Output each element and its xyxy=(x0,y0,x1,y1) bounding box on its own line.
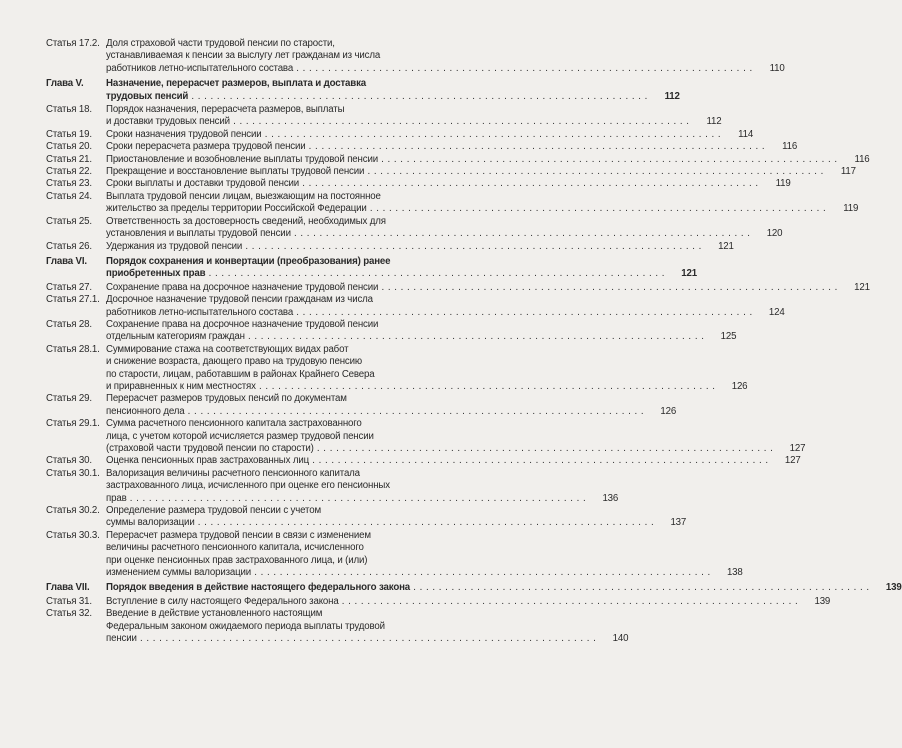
toc-title-line: пенсионного дела . . . xyxy=(106,406,644,418)
toc-title-line: Сохранение права на досрочное назначение трудовой пенсии xyxy=(106,318,379,330)
toc-page-number: 139 xyxy=(814,595,831,607)
toc-page-number: 127 xyxy=(789,443,806,454)
toc-title-line: Перерасчет размеров трудовых пенсий по документам xyxy=(106,393,347,405)
toc-article-entry xyxy=(46,141,798,153)
toc-article-entry xyxy=(46,608,629,645)
toc-page-number: 120 xyxy=(766,228,783,240)
toc-article-entry xyxy=(46,294,785,319)
toc-title-line: Порядок введения в действие настоящего федерального закона . . . xyxy=(106,582,870,594)
toc-title-line: Порядок сохранения и конвертации (преобразования) ранее xyxy=(106,255,391,267)
toc-page-number: 138 xyxy=(726,567,743,579)
toc-entry-title xyxy=(106,78,652,103)
toc-page-number: 117 xyxy=(840,166,856,178)
toc-entry-label: Статья 23. xyxy=(46,178,92,190)
toc-page-number: 126 xyxy=(660,405,677,417)
toc-entry-title xyxy=(106,216,754,241)
toc-title-line: Сроки назначения трудовой пенсии . . . xyxy=(106,129,721,141)
toc-title-line: и снижение возраста, дающего право на трудовую пенсию xyxy=(106,356,362,368)
toc-title-line: Введение в действие установленного настоящим xyxy=(106,608,323,620)
toc-article-entry xyxy=(46,505,687,530)
toc-article-entry xyxy=(46,38,785,75)
toc-article-entry xyxy=(46,393,677,418)
toc-title-line: Оценка пенсионных прав застрахованных лиц . . . xyxy=(106,455,769,467)
toc-entry-title xyxy=(106,393,648,418)
toc-title-line: Доля страховой части трудовой пенсии по старости, xyxy=(106,38,335,49)
toc-title-line: работников летно-испытательного состава . . . xyxy=(106,63,753,75)
toc-entry-title xyxy=(106,468,590,505)
toc-entry-title xyxy=(106,418,777,455)
toc-entry-label: Статья 19. xyxy=(46,128,92,140)
toc-title-line: Назначение, перерасчет размеров, выплата и доставка xyxy=(106,78,367,90)
toc-entry-title xyxy=(106,38,757,75)
toc-entry-label: Статья 28. xyxy=(46,318,92,330)
toc-entry-label: Статья 26. xyxy=(46,240,92,252)
toc-title-line: трудовых пенсий . . . xyxy=(106,91,648,103)
toc-entry-title xyxy=(106,129,725,141)
toc-entry-label: Статья 30. xyxy=(46,455,92,467)
toc-title-line: установления и выплаты трудовой пенсии . . . xyxy=(106,228,750,240)
toc-entry-title xyxy=(106,455,773,467)
toc-title-line: Ответственность за достоверность сведений, необходимых для xyxy=(106,215,386,227)
toc-title-line: Выплата трудовой пенсии лицам, выезжающим на постоянное xyxy=(106,190,381,202)
toc-title-line: Удержания из трудовой пенсии . . . xyxy=(106,241,702,253)
toc-entry-title xyxy=(106,282,842,294)
toc-entry-label: Статья 30.3. xyxy=(46,529,100,541)
toc-chapter-entry xyxy=(46,255,697,281)
toc-entry-title xyxy=(106,166,828,178)
toc-entry-label: Статья 30.2. xyxy=(46,505,100,517)
toc-entry-title xyxy=(106,344,719,394)
toc-page-number: 121 xyxy=(718,240,734,252)
toc-entry-title xyxy=(106,191,830,216)
toc-article-entry xyxy=(46,178,791,190)
toc-title-line: по старости, лицам, работавшим в районах Крайнего Севера xyxy=(106,368,375,380)
toc-page-number: 137 xyxy=(670,517,687,529)
toc-title-line: Сроки перерасчета размера трудовой пенсии . . . xyxy=(106,141,765,153)
toc-page-number: 121 xyxy=(681,268,697,280)
toc-page-number: 140 xyxy=(612,633,629,645)
toc-entry-label: Статья 30.1. xyxy=(46,467,100,479)
toc-entry-label: Статья 31. xyxy=(46,595,92,607)
toc-entry-label: Статья 32. xyxy=(46,608,92,620)
toc-entry-title xyxy=(106,178,763,190)
toc-entry-label: Глава V. xyxy=(46,78,84,90)
toc-title-line: Определение размера трудовой пенсии с учетом xyxy=(106,505,321,517)
toc-chapter-entry xyxy=(46,582,902,594)
toc-entry-title xyxy=(106,256,669,281)
toc-entry-label: Статья 29. xyxy=(46,393,92,405)
toc-entry-title xyxy=(106,294,757,319)
toc-article-entry xyxy=(46,190,859,216)
toc-title-line: устанавливаемая к пенсии за выслугу лет гражданам из числа xyxy=(106,50,381,62)
toc-title-line: Валоризация величины расчетного пенсионного капитала xyxy=(106,467,360,479)
toc-title-line: при оценке пенсионных прав застрахованного лица, и (или) xyxy=(106,554,368,566)
toc-title-line: прав . . . xyxy=(106,493,586,505)
toc-entry-title xyxy=(106,154,842,166)
toc-title-line: пенсии . . . xyxy=(106,633,596,645)
toc-page-number: 119 xyxy=(775,178,791,190)
toc-article-entry xyxy=(46,318,737,344)
toc-entry-label: Глава VI. xyxy=(46,255,87,267)
toc-article-entry xyxy=(46,153,870,166)
toc-page-number: 124 xyxy=(768,306,785,318)
toc-entry-label: Глава VII. xyxy=(46,582,90,594)
toc-title-line: Приостановление и возобновление выплаты трудовой пенсии . . . xyxy=(106,154,838,166)
toc-entry-title xyxy=(106,319,708,344)
toc-entry-label: Статья 29.1. xyxy=(46,418,100,430)
toc-title-line: суммы валоризации . . . xyxy=(106,517,654,529)
toc-title-line: приобретенных прав . . . xyxy=(106,268,665,280)
toc-title-line: застрахованного лица, исчисленного при оценке его пенсионных xyxy=(106,480,390,492)
toc-article-entry xyxy=(46,104,722,129)
toc-entry-label: Статья 27. xyxy=(46,281,92,293)
toc-title-line: отдельным категориям граждан . . . xyxy=(106,331,704,343)
toc-entry-label: Статья 22. xyxy=(46,166,92,178)
toc-entry-label: Статья 27.1. xyxy=(46,294,100,306)
toc-title-line: (страховой части трудовой пенсии по старости) . . . xyxy=(106,443,773,455)
toc-entry-label: Статья 18. xyxy=(46,104,92,116)
toc-article-entry xyxy=(46,240,734,253)
toc-title-line: Федеральным законом ожидаемого периода выплаты трудовой xyxy=(106,620,385,632)
toc-title-line: Сохранение права на досрочное назначение трудовой пенсии . . . xyxy=(106,282,838,294)
toc-entry-title xyxy=(106,582,874,594)
toc-article-entry xyxy=(46,215,783,241)
toc-article-entry xyxy=(46,467,619,505)
toc-title-line: работников летно-испытательного состава . . . xyxy=(106,307,753,319)
toc-title-line: Сроки выплаты и доставки трудовой пенсии . . . xyxy=(106,178,759,190)
toc-entry-title xyxy=(106,104,693,129)
toc-title-line: изменением суммы валоризации . . . xyxy=(106,567,711,579)
toc-page-number: 127 xyxy=(784,455,801,467)
toc-article-entry xyxy=(46,166,856,178)
toc-entry-title xyxy=(106,530,715,580)
toc-page-number: 126 xyxy=(731,380,748,392)
toc-title-line: Сумма расчетного пенсионного капитала застрахованного xyxy=(106,418,362,430)
toc-entry-label: Статья 24. xyxy=(46,190,92,202)
toc-entry-label: Статья 28.1. xyxy=(46,343,100,355)
toc-article-entry xyxy=(46,595,831,608)
toc-title-line: величины расчетного пенсионного капитала, исчисленного xyxy=(106,542,364,554)
toc-entry-title xyxy=(106,596,802,608)
toc-article-entry xyxy=(46,455,801,467)
toc-title-line: Перерасчет размера трудовой пенсии в связи с изменением xyxy=(106,529,371,541)
toc-page-number: 110 xyxy=(769,62,785,74)
toc-article-entry xyxy=(46,128,754,141)
toc-page-number: 112 xyxy=(706,116,722,128)
toc-entry-title xyxy=(106,505,658,530)
toc-title-line: Прекращение и восстановление выплаты трудовой пенсии . . . xyxy=(106,166,824,178)
toc-entry-label: Статья 25. xyxy=(46,215,92,227)
table-of-contents xyxy=(46,38,902,646)
toc-article-entry xyxy=(46,418,806,455)
toc-title-line: и приравненных к ним местностях . . . xyxy=(106,381,715,393)
toc-page-number: 136 xyxy=(602,492,619,504)
toc-chapter-entry xyxy=(46,78,680,103)
toc-title-line: Вступление в силу настоящего Федерального закона . . . xyxy=(106,596,798,608)
toc-title-line: лица, с учетом которой исчисляется размер трудовой пенсии xyxy=(106,430,374,442)
toc-entry-label: Статья 17.2. xyxy=(46,38,100,49)
toc-page-number: 119 xyxy=(843,203,859,215)
toc-article-entry xyxy=(46,529,743,580)
toc-page-number: 116 xyxy=(854,153,870,165)
toc-page-number: 112 xyxy=(664,90,680,102)
toc-article-entry xyxy=(46,343,748,394)
toc-title-line: Порядок назначения, перерасчета размеров, выплаты xyxy=(106,104,345,116)
toc-page-number: 114 xyxy=(738,128,754,140)
toc-entry-label: Статья 20. xyxy=(46,141,92,153)
toc-entry-title xyxy=(106,241,706,253)
toc-page-number: 121 xyxy=(854,281,870,293)
toc-title-line: и доставки трудовых пенсий . . . xyxy=(106,116,689,128)
toc-title-line: Суммирование стажа на соответствующих видах работ xyxy=(106,343,349,355)
toc-page-number: 139 xyxy=(885,582,902,594)
toc-page-number: 125 xyxy=(720,331,737,343)
toc-entry-title xyxy=(106,141,769,153)
toc-page-number: 116 xyxy=(782,141,798,153)
toc-entry-label: Статья 21. xyxy=(46,153,92,165)
toc-title-line: Досрочное назначение трудовой пенсии гражданам из числа xyxy=(106,294,373,306)
toc-article-entry xyxy=(46,281,870,294)
toc-title-line: жительство за пределы территории Российской Федерации . . . xyxy=(106,203,826,215)
toc-entry-title xyxy=(106,608,600,645)
